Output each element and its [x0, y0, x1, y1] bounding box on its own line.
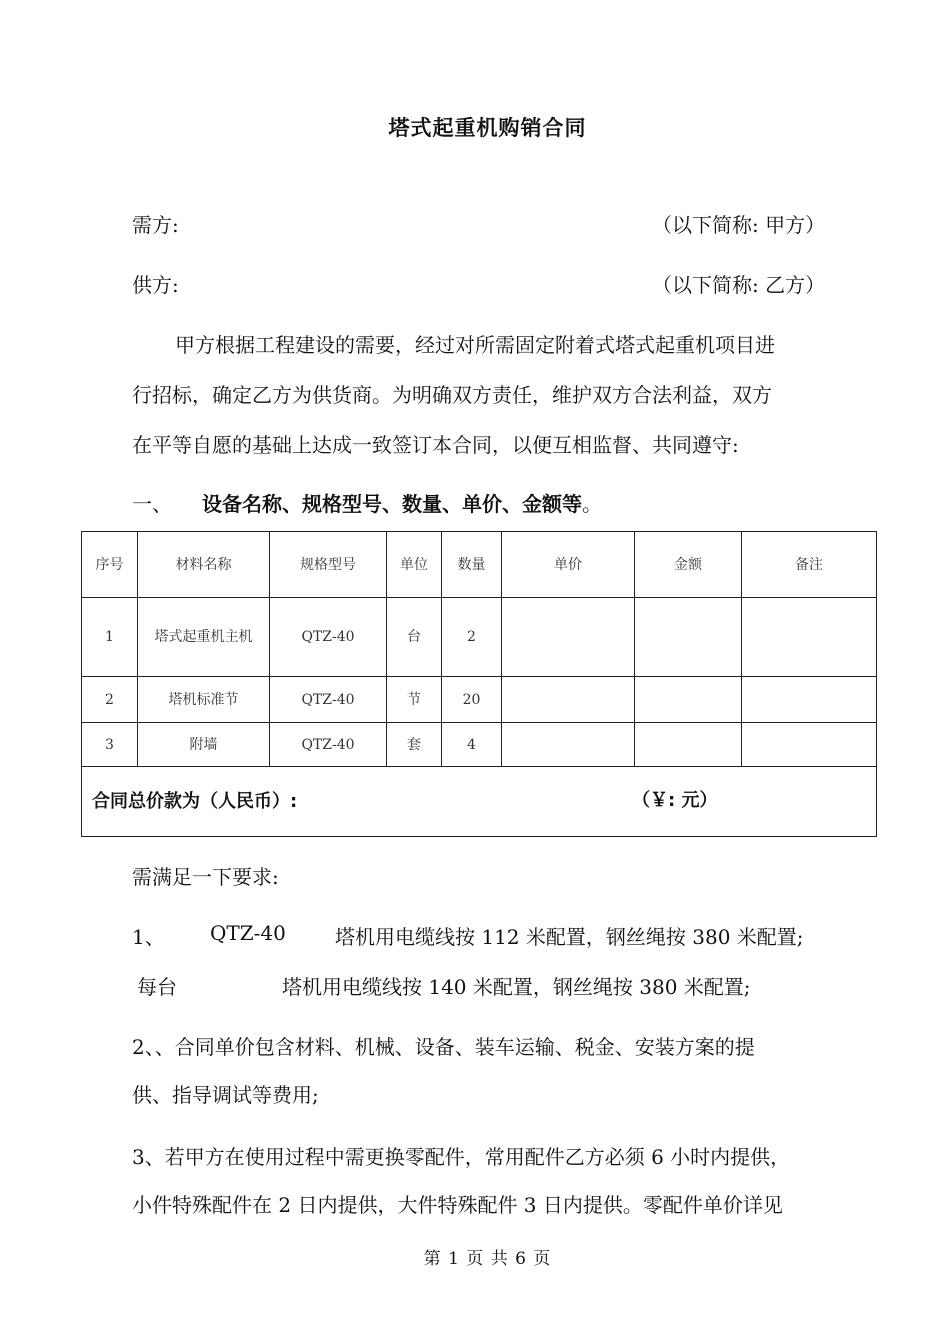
table-cell [502, 677, 635, 723]
req-1-text: 塔机用电缆线按 112 米配置，钢丝绳按 380 米配置; [335, 925, 804, 949]
section-number: 一、 [132, 492, 172, 516]
table-cell [502, 598, 635, 677]
req-3-line-1: 3、若甲方在使用过程中需更换零配件，常用配件乙方必须 6 小时内提供， [132, 1145, 791, 1169]
total-value: （￥: 元） [632, 790, 718, 811]
total-cell [82, 767, 877, 837]
total-row [82, 767, 877, 837]
table-row [82, 723, 877, 767]
header-cell: 材料名称 [138, 532, 270, 598]
table-cell: 塔式起重机主机 [138, 598, 270, 677]
table-cell: QTZ-40 [270, 677, 387, 723]
table-cell: QTZ-40 [270, 723, 387, 767]
table-cell: 附墙 [138, 723, 270, 767]
section-title: 设备名称、规格型号、数量、单价、金额等 [202, 492, 582, 516]
total-label: 合同总价款为（人民币）: [92, 790, 298, 812]
seller-note: （以下简称: 乙方） [652, 273, 826, 297]
table-cell [635, 677, 742, 723]
req-1-model: QTZ-40 [210, 921, 286, 945]
table-cell [502, 723, 635, 767]
header-cell: 金额 [635, 532, 742, 598]
table-cell: 节 [387, 677, 442, 723]
table-cell: QTZ-40 [270, 598, 387, 677]
table-cell: 2 [442, 598, 502, 677]
req-2-line-2: 供、指导调试等费用; [132, 1083, 319, 1107]
req-1b-text: 塔机用电缆线按 140 米配置，钢丝绳按 380 米配置; [282, 975, 751, 999]
table-cell: 塔机标准节 [138, 677, 270, 723]
table-cell: 4 [442, 723, 502, 767]
intro-line-2: 行招标，确定乙方为供货商。为明确双方责任，维护双方合法利益，双方 [132, 383, 772, 407]
table-cell: 套 [387, 723, 442, 767]
seller-label: 供方: [132, 273, 179, 297]
req-1-number: 1、 [132, 925, 165, 949]
table-cell: 2 [82, 677, 138, 723]
intro-line-1: 甲方根据工程建设的需要，经过对所需固定附着式塔式起重机项目进 [175, 333, 775, 357]
header-cell: 单位 [387, 532, 442, 598]
header-cell: 序号 [82, 532, 138, 598]
table-cell [742, 677, 877, 723]
table-cell: 1 [82, 598, 138, 677]
section-period: 。 [582, 492, 602, 516]
equipment-table [81, 531, 877, 837]
table-cell: 3 [82, 723, 138, 767]
buyer-label: 需方: [132, 213, 179, 237]
table-cell [635, 598, 742, 677]
table-cell: 台 [387, 598, 442, 677]
section-1-heading [132, 488, 602, 517]
buyer-note: （以下简称: 甲方） [652, 213, 826, 237]
req-3-line-2: 小件特殊配件在 2 日内提供，大件特殊配件 3 日内提供。零配件单价详见 [132, 1193, 783, 1217]
table-cell [742, 723, 877, 767]
header-cell: 数量 [442, 532, 502, 598]
page-footer: 第 1 页 共 6 页 [423, 1249, 552, 1269]
req-1b-label: 每台 [137, 975, 177, 999]
document-title: 塔式起重机购销合同 [388, 116, 587, 140]
table-cell [742, 598, 877, 677]
requirements-intro: 需满足一下要求: [132, 865, 279, 889]
intro-line-3: 在平等自愿的基础上达成一致签订本合同，以便互相监督、共同遵守: [132, 433, 739, 457]
header-cell: 备注 [742, 532, 877, 598]
table-header-row [82, 532, 877, 598]
table-cell [635, 723, 742, 767]
req-2-line-1: 2、、合同单价包含材料、机械、设备、装车运输、税金、安装方案的提 [132, 1035, 755, 1059]
header-cell: 单价 [502, 532, 635, 598]
table-row [82, 677, 877, 723]
header-cell: 规格型号 [270, 532, 387, 598]
table-cell: 20 [442, 677, 502, 723]
table-row [82, 598, 877, 677]
